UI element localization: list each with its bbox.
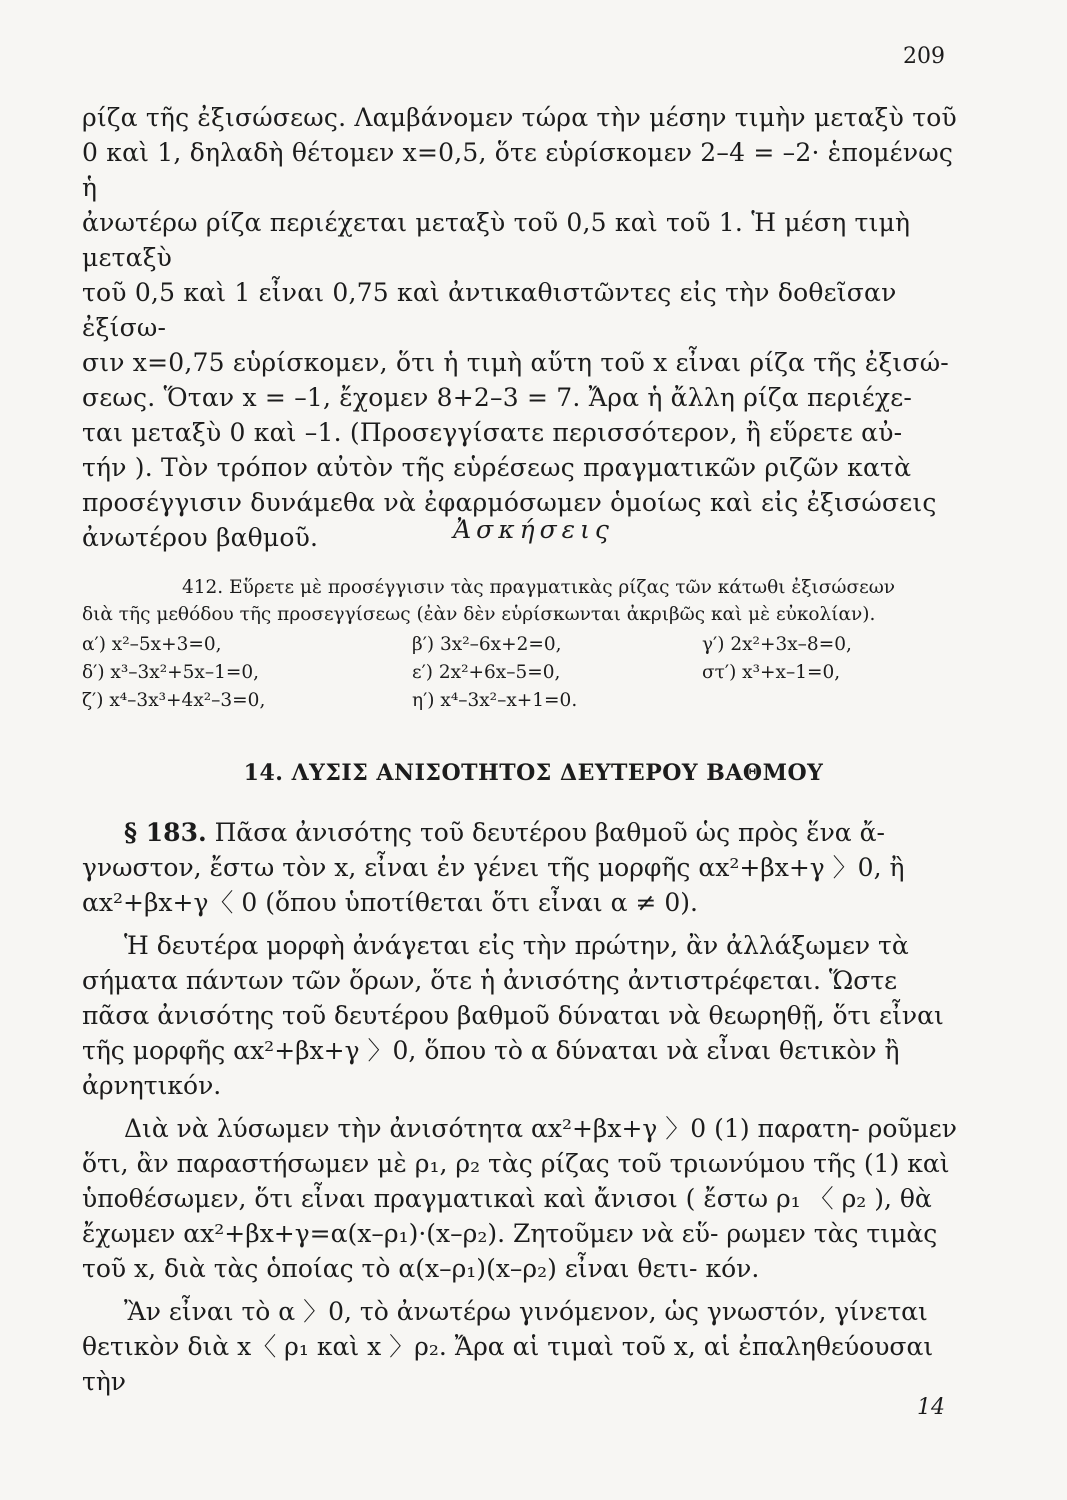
intro-line: τήν ). Τὸν τρόπον αὐτὸν τῆς εὑρέσεως πραγματικῶν ριζῶν κατὰ	[82, 453, 912, 482]
intro-line: ρίζα τῆς ἐξισώσεως. Λαμβάνομεν τώρα τὴν μέσην τιμὴν μεταξὺ τοῦ	[82, 103, 957, 132]
equation: δ′) x³–3x²+5x–1=0,	[82, 662, 260, 683]
intro-paragraph	[82, 100, 962, 555]
equation-row	[82, 690, 962, 718]
exercises-title: Ἀσκήσεις	[453, 515, 614, 544]
intro-line: 0 καὶ 1, δηλαδὴ θέτομεν x=0,5, ὅτε εὑρίσκομεν 2–4 = –2· ἑπομένως ἡ	[82, 138, 954, 202]
paragraph-text: Ἡ δευτέρα μορφὴ ἀνάγεται εἰς τὴν πρώτην, ἂν ἀλλάξωμεν τὰ σήματα πάντων τῶν ὅρων, ὅτε ἡ ἀνισότης ἀντιστρέφεται. Ὥστε πᾶσα ἀνισότης τοῦ δευτέρου βαθμοῦ δύναται νὰ θεωρηθῇ, ὅτι εἶναι τῆς μορφῆς αx²+βx+γ 〉0, ὅπου τὸ α δύναται νὰ εἶναι θετικὸν ἢ ἀρνητικόν.	[82, 931, 944, 1100]
equation: ε′) 2x²+6x–5=0,	[412, 662, 561, 683]
equation: η′) x⁴–3x²–x+1=0.	[412, 690, 578, 711]
section-heading: 14. ΛΥΣΙΣ ΑΝΙΣΟΤΗΤΟΣ ΔΕΥΤΕΡΟΥ ΒΑΘΜΟΥ	[243, 760, 824, 786]
intro-line: ται μεταξὺ 0 καὶ –1. (Προσεγγίσατε περισσότερον, ἢ εὕρετε αὐ-	[82, 418, 903, 447]
exercise-intro-line: διὰ τῆς μεθόδου τῆς προσεγγίσεως (ἐὰν δὲν εὑρίσκωνται ἀκριβῶς καὶ μὲ εὐκολίαν).	[82, 604, 876, 625]
paragraph-text: Ἂν εἶναι τὸ α 〉0, τὸ ἀνωτέρω γινόμενον, ὡς γνωστόν, γίνεται θετικὸν διὰ x〈 ρ₁ καὶ x 〉ρ₂. Ἄρα αἱ τιμαὶ τοῦ x, αἱ ἐπαληθεύουσαι τὴν	[82, 1297, 934, 1396]
intro-line: προσέγγισιν δυνάμεθα νὰ ἐφαρμόσωμεν ὁμοίως καὶ εἰς ἐξισώσεις	[82, 488, 937, 517]
intro-line: ἀνωτέρου βαθμοῦ.	[82, 523, 319, 552]
section-body	[82, 815, 962, 1407]
equation-row	[82, 662, 962, 690]
exercise-intro-line: 412. Εὕρετε μὲ προσέγγισιν τὰς πραγματικὰς ρίζας τῶν κάτωθι ἐξισώσεων	[182, 577, 896, 598]
intro-line: τοῦ 0,5 καὶ 1 εἶναι 0,75 καὶ ἀντικαθιστῶντες εἰς τὴν δοθεῖσαν ἐξίσω-	[82, 278, 897, 342]
equation: στ′) x³+x–1=0,	[702, 662, 841, 683]
intro-line: σιν x=0,75 εὑρίσκομεν, ὅτι ἡ τιμὴ αὕτη τοῦ x εἶναι ρίζα τῆς ἐξισώ-	[82, 348, 949, 377]
equation: ζ′) x⁴–3x³+4x²–3=0,	[82, 690, 266, 711]
equation-row	[82, 634, 962, 662]
paragraph-183	[82, 815, 962, 920]
section-label: § 183.	[124, 818, 207, 847]
exercise-equations	[82, 634, 962, 718]
equation: γ′) 2x²+3x–8=0,	[702, 634, 852, 655]
exercise-412-statement	[82, 574, 962, 628]
paragraph-text: Διὰ νὰ λύσωμεν τὴν ἀνισότητα αx²+βx+γ 〉0 (1) παρατη- ροῦμεν ὅτι, ἂν παραστήσωμεν μὲ ρ₁, ρ₂ τὰς ρίζας τοῦ τριωνύμου τῆς (1) καὶ ὑποθέσωμεν, ὅτι εἶναι πραγματικαὶ καὶ ἄνισοι ( ἔστω ρ₁ 〈 ρ₂ ), θὰ ἔχωμεν αx²+βx+γ=α(x–ρ₁)·(x–ρ₂). Ζητοῦμεν νὰ εὕ- ρωμεν τὰς τιμὰς τοῦ x, διὰ τὰς ὁποίας τὸ α(x–ρ₁)(x–ρ₂) εἶναι θετι- κόν.	[82, 1114, 957, 1283]
paragraph-text: Πᾶσα ἀνισότης τοῦ δευτέρου βαθμοῦ ὡς πρὸς ἕνα ἄ- γνωστον, ἔστω τὸν x, εἶναι ἐν γένει τῆς μορφῆς αx²+βx+γ 〉0, ἢ αx²+βx+γ〈 0 (ὅπου ὑποτίθεται ὅτι εἶναι α ≠ 0).	[82, 818, 905, 917]
intro-line: ἀνωτέρω ρίζα περιέχεται μεταξὺ τοῦ 0,5 καὶ τοῦ 1. Ἡ μέση τιμὴ μεταξὺ	[82, 208, 911, 272]
intro-line: σεως. Ὅταν x = –1, ἔχομεν 8+2–3 = 7. Ἄρα ἡ ἄλλη ρίζα περιέχε-	[82, 383, 913, 412]
equation: α′) x²–5x+3=0,	[82, 634, 222, 655]
equation: β′) 3x²–6x+2=0,	[412, 634, 562, 655]
page-number: 209	[903, 44, 945, 69]
signature-mark: 14	[917, 1395, 945, 1420]
